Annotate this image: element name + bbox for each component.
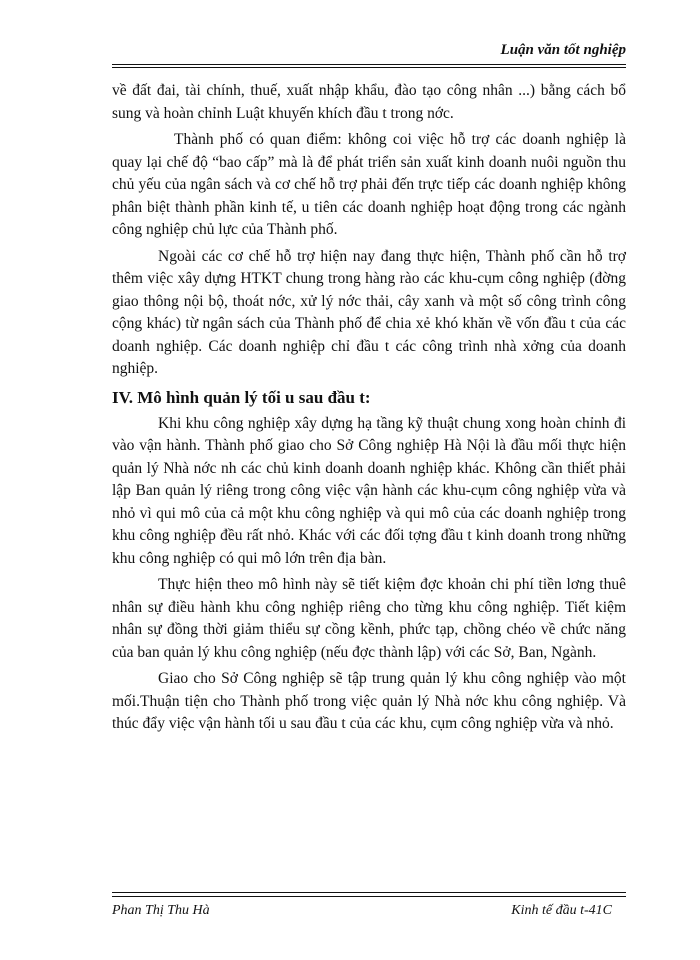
section-heading: IV. Mô hình quản lý tối u sau đầu t:	[112, 387, 371, 407]
page-header	[112, 40, 626, 65]
paragraph-3: Ngoài các cơ chế hỗ trợ hiện nay đang thực hiện, Thành phố cần hỗ trợ thêm việc xây dựng HTKT chung trong hàng rào các khu-cụm công nghiệp (đờng giao thông nội bộ, thoát nớc, xử lý nớc thải, cây xanh và một số công trình công cộng khác) từ ngân sách của Thành phố để chia xẻ khó khăn về vốn đầu t của các doanh nghiệp. Các doanh nghiệp chỉ đầu t các công trình nhà xởng của doanh nghiệp.	[112, 247, 626, 377]
paragraph-1: về đất đai, tài chính, thuế, xuất nhập khẩu, đào tạo công nhân ...) bằng cách bổ sung và hoàn chỉnh Luật khuyến khích đầu t trong nớc.	[112, 82, 626, 122]
page-body	[112, 80, 626, 740]
header-title: Luận văn tốt nghiệp	[500, 42, 626, 58]
paragraph-2: Thành phố có quan điểm: không coi việc hỗ trợ các doanh nghiệp là quay lại chế độ “bao cấp” mà là để phát triển sản xuất kinh doanh nuôi nguồn thu chủ yếu của ngân sách và cơ chế hỗ trợ phải đến trực tiếp các doanh nghiệp không phân biệt thành phần kinh tế, u tiên các doanh nghiệp hoạt động trong các ngành công nghiệp chủ lực của Thành phố.	[112, 131, 626, 238]
footer-author: Phan Thị Thu Hà	[112, 903, 210, 918]
footer-class: Kinh tế đầu t-41C	[511, 903, 612, 918]
paragraph-4: Khi khu công nghiệp xây dựng hạ tầng kỹ thuật chung xong hoàn chỉnh đi vào vận hành. Thành phố giao cho Sở Công nghiệp Hà Nội là đầu mối thực hiện quản lý Nhà nớc nh các chủ kinh doanh doanh nghiệp khác. Không cần thiết phải lập Ban quản lý riêng trong công việc vận hành các khu-cụm công nghiệp vừa và nhỏ vì qui mô của cả một khu công nghiệp và qui mô của các doanh nghiệp trong khu công nghiệp đều rất nhỏ. Khác với các đối tợng đầu t kinh doanh trong những khu công nghiệp có qui mô lớn trên địa bàn.	[112, 414, 626, 567]
page-footer	[112, 892, 626, 923]
paragraph-5: Thực hiện theo mô hình này sẽ tiết kiệm đợc khoản chi phí tiền lơng thuê nhân sự điều hành khu công nghiệp riêng cho từng khu công nghiệp. Tiết kiệm nhân sự đồng thời giảm thiểu sự cồng kềnh, phức tạp, chồng chéo về chức năng của ban quản lý khu công nghiệp (nếu đợc thành lập) với các Sở, Ban, Ngành.	[112, 576, 626, 661]
paragraph-6: Giao cho Sở Công nghiệp sẽ tập trung quản lý khu công nghiệp vào một mối.Thuận tiện cho Thành phố trong việc quản lý Nhà nớc khu công nghiệp. Và thúc đẩy việc vận hành tối u sau đầu t của các khu, cụm công nghiệp vừa và nhỏ.	[112, 670, 626, 732]
